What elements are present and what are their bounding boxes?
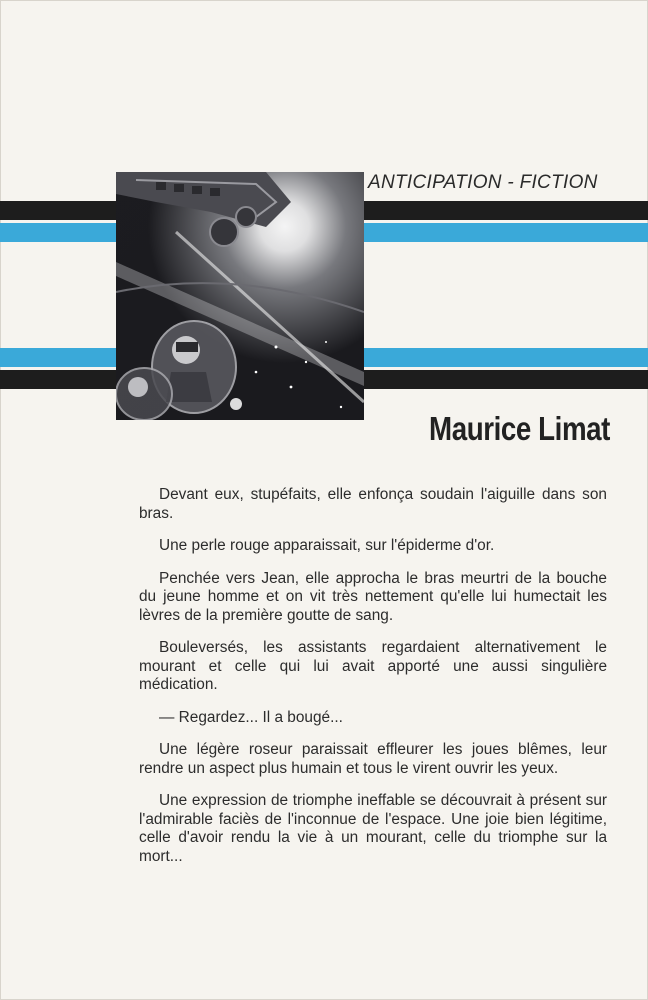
author-name: Maurice Limat xyxy=(429,410,610,447)
blurb-paragraph: Une perle rouge apparaissait, sur l'épiderme d'or. xyxy=(159,537,495,554)
series-label: ANTICIPATION - FICTION xyxy=(368,172,598,193)
blurb-paragraph: Une expression de triomphe ineffable se découvrait à présent sur l'admirable faciès de l'inconnue de l'espace. Une joie bien légitime, celle d'avoir rendu la vie à un mourant, celle du triomphe sur la mort... xyxy=(139,792,607,865)
blurb-paragraph: Une légère roseur paraissait effleurer les joues blêmes, leur rendre un aspect plus humain et tous le virent ouvrir les yeux. xyxy=(139,741,607,777)
space-scene-illustration xyxy=(116,172,364,420)
blurb-paragraph: Devant eux, stupéfaits, elle enfonça soudain l'aiguille dans son bras. xyxy=(139,486,607,522)
back-cover-blurb xyxy=(139,486,607,880)
blurb-paragraph: Penchée vers Jean, elle approcha le bras meurtri de la bouche du jeune homme et on vit très nettement qu'elle lui humectait les lèvres de la première goutte de sang. xyxy=(139,569,607,624)
blurb-paragraph: Bouleversés, les assistants regardaient alternativement le mourant et celle qui lui avait apporté une aussi singulière médication. xyxy=(139,639,607,693)
blurb-paragraph: — Regardez... Il a bougé... xyxy=(159,708,343,726)
